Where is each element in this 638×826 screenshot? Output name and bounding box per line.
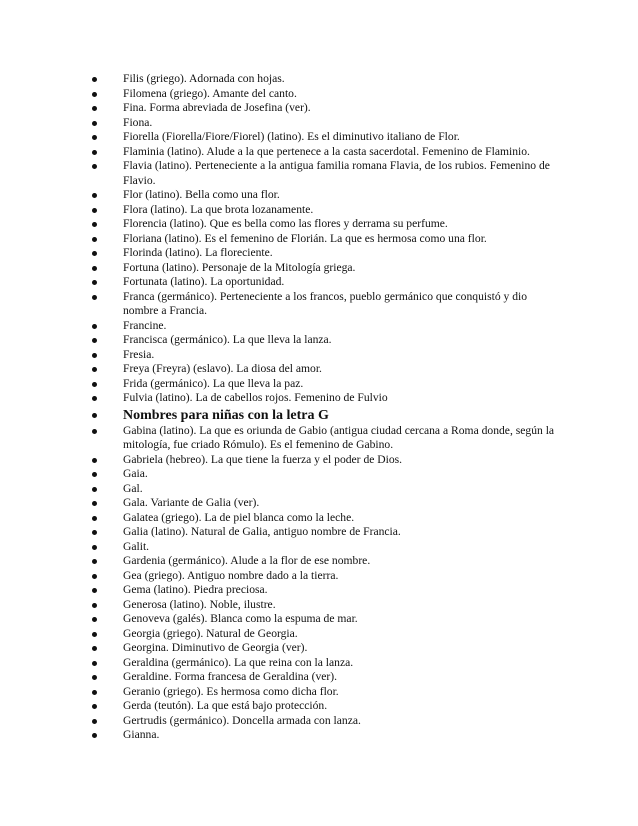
bullet-icon <box>92 516 97 521</box>
section-heading <box>92 406 562 424</box>
list-item-text: Geraldine. Forma francesa de Geraldina (ver). <box>123 670 338 683</box>
bullet-icon <box>92 413 97 418</box>
list-item <box>92 377 562 392</box>
list-item <box>92 583 562 598</box>
list-item <box>92 72 562 87</box>
bullet-icon <box>92 487 97 492</box>
bullet-icon <box>92 396 97 401</box>
list-item <box>92 424 562 453</box>
list-item-text: Galia (latino). Natural de Galia, antiguo nombre de Francia. <box>123 525 401 538</box>
list-item <box>92 496 562 511</box>
list-item-text: Filomena (griego). Amante del canto. <box>123 86 297 100</box>
list-item-text: Francisca (germánico). La que lleva la lanza. <box>123 333 332 346</box>
list-item-text: Gal. <box>123 481 143 495</box>
list-item <box>92 728 562 743</box>
list-item <box>92 290 562 319</box>
list-item-text: Galit. <box>123 539 150 553</box>
list-item <box>92 203 562 218</box>
bullet-icon <box>92 382 97 387</box>
list-item <box>92 116 562 131</box>
bullet-icon <box>92 545 97 550</box>
bullet-icon <box>92 675 97 680</box>
bullet-icon <box>92 690 97 695</box>
bullet-icon <box>92 208 97 213</box>
list-item-text: Fresia. <box>123 347 155 361</box>
bullet-icon <box>92 251 97 256</box>
bullet-icon <box>92 280 97 285</box>
list-item-text: Gabriela (hebreo). La que tiene la fuerza y el poder de Dios. <box>123 452 403 466</box>
bullet-icon <box>92 164 97 169</box>
bullet-icon <box>92 704 97 709</box>
list-item-text: Gema (latino). Piedra preciosa. <box>123 583 268 596</box>
list-item-text: Genoveva (galés). Blanca como la espuma de mar. <box>123 612 358 625</box>
list-item <box>92 670 562 685</box>
list-item-text: Fina. Forma abreviada de Josefina (ver). <box>123 101 311 114</box>
list-item-text: Gea (griego). Antiguo nombre dado a la tierra. <box>123 568 339 582</box>
list-item <box>92 217 562 232</box>
list-item <box>92 569 562 584</box>
list-item-text: Fiorella (Fiorella/Fiore/Fiorel) (latino). Es el diminutivo italiano de Flor. <box>123 130 460 143</box>
list-item <box>92 275 562 290</box>
list-item-text: Gertrudis (germánico). Doncella armada con lanza. <box>123 713 361 727</box>
bullet-icon <box>92 367 97 372</box>
list-item-text: Gala. Variante de Galia (ver). <box>123 496 260 509</box>
list-item-text: Frida (germánico). La que lleva la paz. <box>123 376 304 390</box>
list-item-text: Gardenia (germánico). Alude a la flor de ese nombre. <box>123 554 371 567</box>
section-heading-text: Nombres para niñas con la letra G <box>123 407 329 423</box>
bullet-icon <box>92 150 97 155</box>
list-item-text: Fortunata (latino). La oportunidad. <box>123 275 285 288</box>
list-item-text: Gerda (teutón). La que está bajo protección. <box>123 699 328 712</box>
list-item <box>92 598 562 613</box>
bullet-icon <box>92 574 97 579</box>
list-item <box>92 453 562 468</box>
list-item <box>92 641 562 656</box>
list-item <box>92 159 562 188</box>
list-item <box>92 685 562 700</box>
bullet-icon <box>92 646 97 651</box>
bullet-icon <box>92 106 97 111</box>
bullet-icon <box>92 92 97 97</box>
list-item <box>92 188 562 203</box>
bullet-icon <box>92 77 97 82</box>
list-item <box>92 130 562 145</box>
list-item <box>92 482 562 497</box>
list-item <box>92 145 562 160</box>
bullet-icon <box>92 617 97 622</box>
list-item-text: Generosa (latino). Noble, ilustre. <box>123 597 276 611</box>
list-item <box>92 656 562 671</box>
bullet-icon <box>92 472 97 477</box>
list-item <box>92 467 562 482</box>
bullet-icon <box>92 661 97 666</box>
bullet-icon <box>92 429 97 434</box>
bullet-icon <box>92 588 97 593</box>
list-item <box>92 525 562 540</box>
list-item <box>92 511 562 526</box>
bullet-icon <box>92 603 97 608</box>
list-item-text: Gianna. <box>123 728 160 741</box>
list-item-text: Georgia (griego). Natural de Georgia. <box>123 626 298 640</box>
list-item <box>92 612 562 627</box>
bullet-icon <box>92 266 97 271</box>
bullet-icon <box>92 121 97 126</box>
list-item-text: Flor (latino). Bella como una flor. <box>123 188 280 201</box>
list-item <box>92 391 562 406</box>
list-item-text: Gaia. <box>123 467 148 480</box>
bullet-icon <box>92 733 97 738</box>
list-item-text: Galatea (griego). La de piel blanca como la leche. <box>123 510 355 524</box>
names-list <box>92 72 562 743</box>
list-item-text: Flora (latino). La que brota lozanamente. <box>123 202 314 216</box>
bullet-icon <box>92 559 97 564</box>
list-item-text: Georgina. Diminutivo de Georgia (ver). <box>123 641 308 654</box>
bullet-icon <box>92 530 97 535</box>
bullet-icon <box>92 237 97 242</box>
list-item <box>92 540 562 555</box>
list-item-text: Flavia (latino). Perteneciente a la antigua familia romana Flavia, de los rubios. Femenino de Flavio. <box>123 159 550 187</box>
list-item <box>92 261 562 276</box>
bullet-icon <box>92 338 97 343</box>
list-item-text: Florencia (latino). Que es bella como las flores y derrama su perfume. <box>123 217 448 230</box>
list-item-text: Freya (Freyra) (eslavo). La diosa del amor. <box>123 362 322 375</box>
bullet-icon <box>92 632 97 637</box>
bullet-icon <box>92 222 97 227</box>
bullet-icon <box>92 353 97 358</box>
list-item-text: Francine. <box>123 318 167 332</box>
list-item-text: Franca (germánico). Perteneciente a los francos, pueblo germánico que conquistó y dio nombre a Francia. <box>123 289 528 317</box>
list-item-text: Fulvia (latino). La de cabellos rojos. Femenino de Fulvio <box>123 391 388 404</box>
bullet-icon <box>92 324 97 329</box>
list-item-text: Floriana (latino). Es el femenino de Florián. La que es hermosa como una flor. <box>123 231 487 245</box>
list-item <box>92 87 562 102</box>
list-item <box>92 232 562 247</box>
list-item-text: Geranio (griego). Es hermosa como dicha flor. <box>123 684 339 698</box>
list-item <box>92 714 562 729</box>
list-item-text: Filis (griego). Adornada con hojas. <box>123 72 285 85</box>
list-item <box>92 246 562 261</box>
list-item <box>92 319 562 334</box>
bullet-icon <box>92 501 97 506</box>
bullet-icon <box>92 135 97 140</box>
list-item <box>92 627 562 642</box>
list-item-text: Fiona. <box>123 115 153 129</box>
list-item-text: Geraldina (germánico). La que reina con la lanza. <box>123 655 354 669</box>
list-item <box>92 554 562 569</box>
list-item <box>92 362 562 377</box>
bullet-icon <box>92 458 97 463</box>
list-item <box>92 699 562 714</box>
list-item <box>92 348 562 363</box>
bullet-icon <box>92 295 97 300</box>
bullet-icon <box>92 193 97 198</box>
list-item-text: Fortuna (latino). Personaje de la Mitología griega. <box>123 260 356 274</box>
list-item-text: Gabina (latino). La que es oriunda de Gabio (antigua ciudad cercana a Roma donde, según la mitología, fue criado Rómulo). Es el femenino de Gabino. <box>123 423 555 451</box>
bullet-icon <box>92 719 97 724</box>
list-item-text: Flaminia (latino). Alude a la que pertenece a la casta sacerdotal. Femenino de Flaminio. <box>123 144 530 158</box>
list-item <box>92 101 562 116</box>
list-item <box>92 333 562 348</box>
list-item-text: Florinda (latino). La floreciente. <box>123 246 273 259</box>
